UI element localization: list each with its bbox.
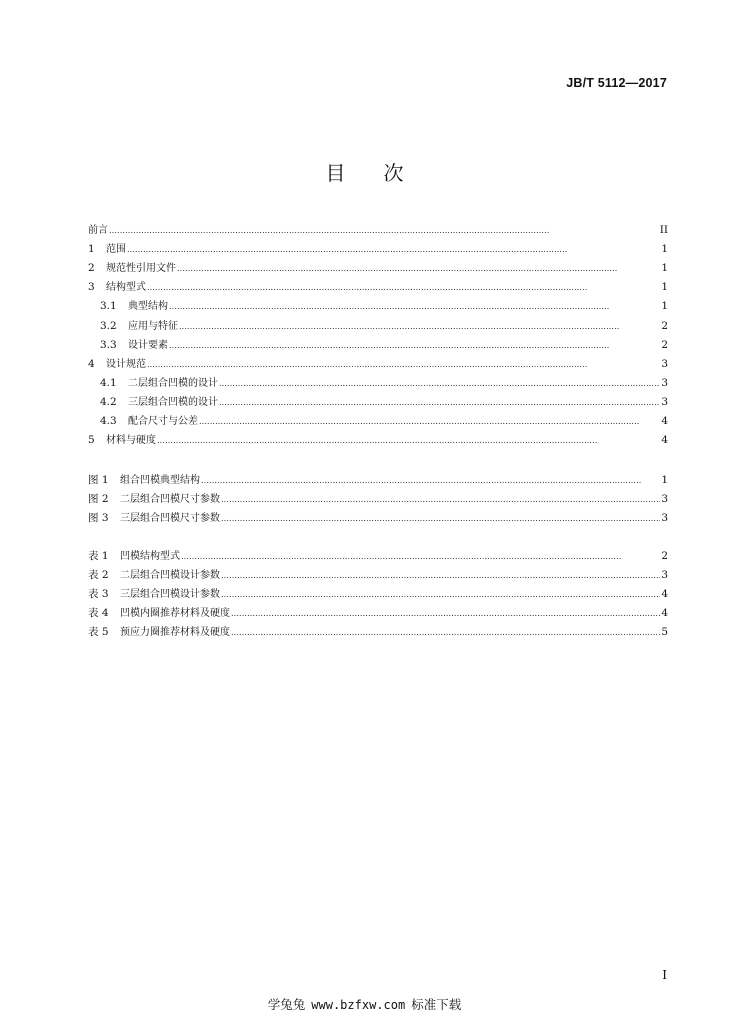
toc-entry-number: 图 2 [88, 493, 109, 505]
toc-leader-dots [221, 569, 660, 583]
toc-entry-title: 典型结构 [128, 301, 168, 312]
toc-entry-number: 表 2 [88, 569, 109, 581]
toc-entry-number: 图 1 [88, 474, 109, 486]
toc-entry-page: 4 [661, 607, 668, 619]
toc-entry-number: 4.2 [100, 396, 117, 408]
toc-leader-dots [219, 377, 660, 391]
toc-entry-number: 4.1 [100, 377, 117, 389]
toc-entry-page: 3 [661, 358, 668, 370]
toc-entry-page: 1 [661, 262, 668, 274]
toc-leader-dots [157, 434, 660, 448]
toc-entry[interactable] [88, 549, 668, 563]
toc-entry-page: 1 [661, 300, 668, 312]
toc-entry-page: 1 [661, 281, 668, 293]
toc-entry[interactable] [100, 414, 668, 428]
toc-entry-title: 应用与特征 [128, 321, 178, 332]
toc-entry-title: 凹模结构型式 [120, 551, 180, 562]
toc-entry-title: 三层组合凹模设计参数 [120, 589, 220, 600]
toc-leader-dots [221, 493, 660, 507]
toc-entry-page: 1 [661, 474, 668, 486]
toc-entry-page: 2 [661, 320, 668, 332]
toc-entry-number: 2 [88, 262, 95, 274]
toc-entry-title: 设计规范 [106, 359, 146, 370]
toc-entry-title: 预应力圈推荐材料及硬度 [120, 627, 230, 638]
toc-entry[interactable] [88, 587, 668, 601]
toc-entry-title: 二层组合凹模尺寸参数 [120, 494, 220, 505]
toc-entry[interactable] [88, 492, 668, 506]
toc-entry-title: 二层组合凹模的设计 [128, 378, 218, 389]
toc-leader-dots [179, 320, 660, 334]
toc-entry[interactable] [88, 625, 668, 639]
toc-entry-page: 4 [661, 415, 668, 427]
page-title: 目次 [325, 161, 442, 185]
toc-entry-page: 3 [661, 512, 668, 524]
page-number: I [662, 968, 667, 982]
toc-entry[interactable] [88, 223, 668, 237]
toc-leader-dots [147, 358, 660, 372]
toc-entry-title: 范围 [106, 244, 126, 255]
toc-entry[interactable] [100, 319, 668, 333]
toc-entry-title: 结构型式 [106, 282, 146, 293]
footer-site-name: 学兔兔 [267, 997, 306, 1012]
toc-entry-title: 规范性引用文件 [106, 263, 176, 274]
toc-entry-number: 5 [88, 434, 95, 446]
toc-entry-page: 1 [661, 243, 668, 255]
toc-entry-number: 4.3 [100, 415, 117, 427]
toc-entry-page: 2 [661, 550, 668, 562]
toc-entry[interactable] [88, 357, 668, 371]
toc-leader-dots [177, 262, 660, 276]
footer-suffix: 标准下载 [411, 997, 462, 1012]
toc-entry-number: 3.1 [100, 300, 117, 312]
toc-entry[interactable] [100, 395, 668, 409]
toc-entry-title: 二层组合凹模设计参数 [120, 570, 220, 581]
toc-entry-number: 4 [88, 358, 95, 370]
footer-url[interactable]: www.bzfxw.com [311, 998, 406, 1012]
toc-leader-dots [201, 474, 660, 488]
toc-entry[interactable] [100, 299, 668, 313]
toc-entry[interactable] [88, 606, 668, 620]
toc-entry-page: 3 [661, 377, 668, 389]
toc-leader-dots [181, 550, 660, 564]
toc-entry-page: 4 [661, 588, 668, 600]
footer-watermark [0, 995, 729, 1013]
toc-entry-page: 3 [661, 493, 668, 505]
toc-entry-page: 5 [661, 626, 668, 638]
toc-entry-number: 3.2 [100, 320, 117, 332]
toc-entry-title: 配合尺寸与公差 [128, 416, 198, 427]
standard-number: JB/T 5112—2017 [566, 76, 667, 90]
toc-leader-dots [221, 512, 660, 526]
toc-entry-number: 表 5 [88, 626, 109, 638]
toc-entry[interactable] [88, 433, 668, 447]
toc-entry-title: 组合凹模典型结构 [120, 475, 200, 486]
toc-entry-title: 设计要素 [128, 340, 168, 351]
toc-entry-title: 前言 [88, 225, 108, 236]
toc-leader-dots [221, 588, 660, 602]
toc-leader-dots [219, 396, 660, 410]
toc-entry-title: 三层组合凹模的设计 [128, 397, 218, 408]
toc-entry[interactable] [100, 376, 668, 390]
toc-leader-dots [169, 300, 660, 314]
toc-entry[interactable] [88, 242, 668, 256]
toc-entry-page: 3 [661, 396, 668, 408]
toc-entry[interactable] [88, 280, 668, 294]
toc-entry-title: 材料与硬度 [106, 435, 156, 446]
toc-entry-page: 4 [661, 434, 668, 446]
toc-entry-page: 2 [661, 339, 668, 351]
toc-entry[interactable] [88, 511, 668, 525]
toc-entry[interactable] [88, 473, 668, 487]
toc-leader-dots [147, 281, 660, 295]
toc-leader-dots [127, 243, 660, 257]
toc-leader-dots [231, 626, 660, 640]
toc-leader-dots [169, 339, 660, 353]
toc-entry-page: II [659, 224, 668, 236]
toc-leader-dots [109, 224, 659, 238]
toc-entry-number: 表 4 [88, 607, 109, 619]
toc-entry-number: 表 3 [88, 588, 109, 600]
toc-entry-number: 3.3 [100, 339, 117, 351]
toc-entry-number: 3 [88, 281, 95, 293]
toc-entry-number: 1 [88, 243, 95, 255]
toc-entry[interactable] [88, 568, 668, 582]
toc-leader-dots [199, 415, 660, 429]
toc-entry-page: 3 [661, 569, 668, 581]
toc-leader-dots [231, 607, 660, 621]
toc-entry[interactable] [100, 338, 668, 352]
toc-entry-number: 图 3 [88, 512, 109, 524]
toc-entry-title: 凹模内圈推荐材料及硬度 [120, 608, 230, 619]
toc-entry-title: 三层组合凹模尺寸参数 [120, 513, 220, 524]
toc-entry[interactable] [88, 261, 668, 275]
toc-entry-number: 表 1 [88, 550, 109, 562]
